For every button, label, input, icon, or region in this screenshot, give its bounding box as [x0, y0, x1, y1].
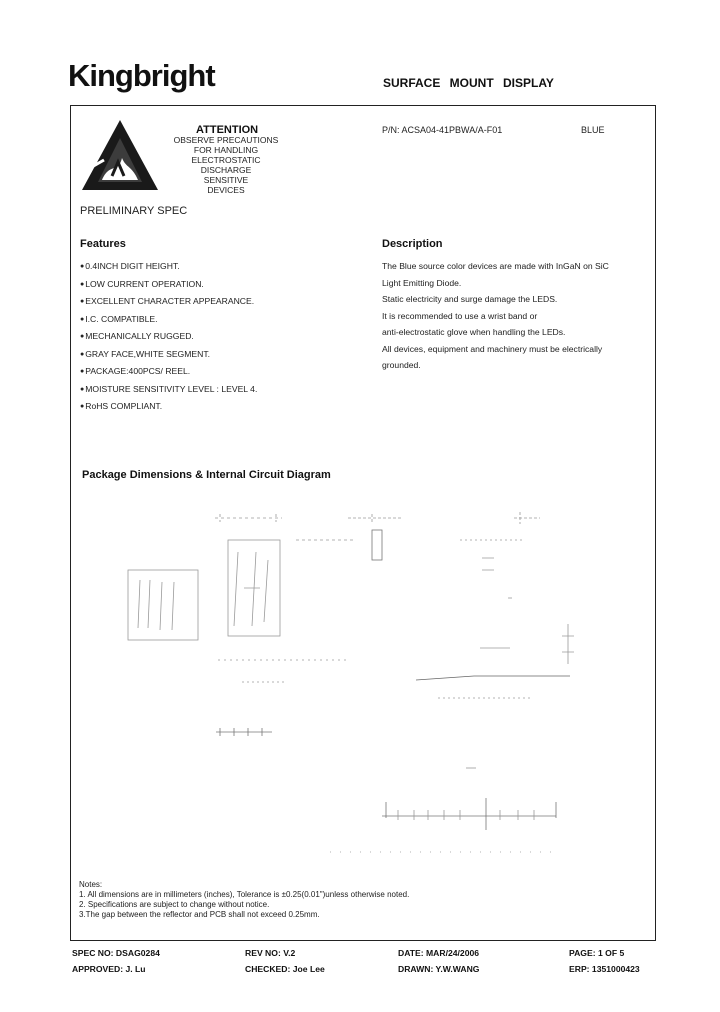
- esd-warning-icon: [80, 118, 160, 192]
- feature-item: ● I.C. COMPATIBLE.: [80, 311, 257, 329]
- page-indicator: PAGE: 1 OF 5: [569, 948, 625, 958]
- preliminary-spec-label: PRELIMINARY SPEC: [80, 205, 188, 217]
- notes-title: Notes:: [79, 880, 103, 889]
- description-text: [382, 258, 652, 374]
- attention-title: ATTENTION: [196, 124, 259, 136]
- feature-item: ● GRAY FACE,WHITE SEGMENT.: [80, 346, 257, 364]
- description-line: It is recommended to use a wrist band or: [382, 310, 538, 321]
- feature-item: ● 0.4INCH DIGIT HEIGHT.: [80, 258, 257, 276]
- attention-line: DEVICES: [207, 185, 245, 195]
- kingbright-logo: Kingbright: [68, 58, 215, 93]
- drawn-by: DRAWN: Y.W.WANG: [398, 964, 480, 974]
- description-line: Light Emitting Diode.: [382, 277, 462, 288]
- note-line: 2. Specifications are subject to change without notice.: [79, 900, 270, 909]
- attention-line: DISCHARGE: [200, 165, 252, 175]
- attention-line: SENSITIVE: [203, 175, 249, 185]
- description-line: The Blue source color devices are made with InGaN on SiC: [382, 261, 609, 271]
- description-line: Static electricity and surge damage the LEDS.: [382, 294, 558, 304]
- attention-line: OBSERVE PRECAUTIONS: [173, 135, 279, 145]
- spec-number: SPEC NO: DSAG0284: [72, 948, 160, 958]
- feature-item: ● MOISTURE SENSITIVITY LEVEL : LEVEL 4.: [80, 381, 257, 399]
- revision-number: REV NO: V.2: [245, 948, 296, 958]
- notes-block: [79, 880, 409, 920]
- package-dimensions-heading: Package Dimensions & Internal Circuit Diagram: [82, 469, 331, 481]
- feature-item: ● MECHANICALLY RUGGED.: [80, 328, 257, 346]
- feature-item: ● PACKAGE:400PCS/ REEL.: [80, 363, 257, 381]
- feature-item: ● EXCELLENT CHARACTER APPEARANCE.: [80, 293, 257, 311]
- note-line: 1. All dimensions are in millimeters (inches), Tolerance is ±0.25(0.01")unless otherwise noted.: [79, 890, 410, 899]
- package-dimensions-drawing: [110, 500, 590, 870]
- checked-by: CHECKED: Joe Lee: [245, 964, 325, 974]
- description-line: grounded.: [382, 360, 421, 370]
- document-title: SURFACE MOUNT DISPLAY: [383, 76, 554, 90]
- features-heading: Features: [80, 238, 126, 250]
- attention-line: FOR HANDLING: [193, 145, 259, 155]
- issue-date: DATE: MAR/24/2006: [398, 948, 480, 958]
- feature-item: ● RoHS COMPLIANT.: [80, 398, 257, 416]
- description-line: All devices, equipment and machinery must be electrically: [382, 343, 603, 354]
- features-list: [80, 258, 257, 416]
- attention-text: [168, 135, 284, 195]
- erp-number: ERP: 1351000423: [569, 964, 640, 974]
- note-line: 3.The gap between the reflector and PCB shall not exceed 0.25mm.: [79, 910, 320, 919]
- description-line: anti-electrostatic glove when handling the LEDs.: [382, 327, 566, 337]
- description-heading: Description: [382, 238, 443, 250]
- approved-by: APPROVED: J. Lu: [72, 964, 146, 974]
- emitting-color: BLUE: [581, 125, 605, 135]
- feature-item: ● LOW CURRENT OPERATION.: [80, 276, 257, 294]
- attention-line: ELECTROSTATIC: [191, 155, 261, 165]
- part-number: P/N: ACSA04-41PBWA/A-F01: [382, 125, 503, 135]
